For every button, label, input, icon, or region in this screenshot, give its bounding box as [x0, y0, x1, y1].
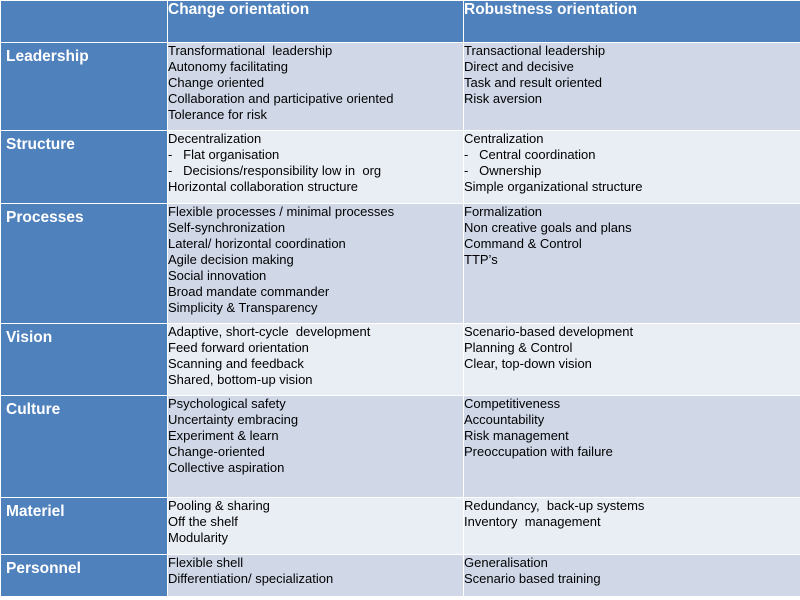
cell-line: Flexible shell [168, 555, 244, 570]
cell-line: Non creative goals and plans [464, 220, 632, 235]
cell-line: Transformational leadership [168, 43, 333, 58]
cell-line: Clear, top-down vision [464, 356, 592, 371]
cell-line: Broad mandate commander [168, 284, 330, 299]
cell-line: Change oriented [168, 75, 265, 90]
table-row-culture [1, 396, 800, 498]
robustness-cell [464, 498, 800, 555]
cell-line: Social innovation [168, 268, 267, 283]
row-category: Leadership [1, 43, 168, 131]
cell-line: Risk aversion [464, 91, 543, 106]
cell-line: Horizontal collaboration structure [168, 179, 359, 194]
cell-line: Task and result oriented [464, 75, 603, 90]
row-category: Materiel [1, 498, 168, 555]
table-row-materiel [1, 498, 800, 555]
change-cell [168, 324, 464, 396]
table-row-vision [1, 324, 800, 396]
row-category: Personnel [1, 555, 168, 597]
cell-line: Redundancy, back-up systems [464, 498, 645, 513]
cell-line: Tolerance for risk [168, 107, 267, 122]
header-row [1, 1, 800, 43]
header-corner [1, 1, 168, 43]
cell-line: Decentralization [168, 131, 262, 146]
robustness-cell [464, 131, 800, 204]
cell-line: Uncertainty embracing [168, 412, 299, 427]
cell-line: - Flat organisation [168, 147, 280, 162]
robustness-cell [464, 43, 800, 131]
robustness-cell [464, 555, 800, 597]
cell-line: Off the shelf [168, 514, 238, 529]
cell-line: Adaptive, short-cycle development [168, 324, 371, 339]
cell-line: Simple organizational structure [464, 179, 643, 194]
change-cell [168, 498, 464, 555]
robustness-cell [464, 324, 800, 396]
cell-line: - Decisions/responsibility low in org [168, 163, 382, 178]
cell-line: Scanning and feedback [168, 356, 304, 371]
row-category: Vision [1, 324, 168, 396]
table-row-structure [1, 131, 800, 204]
cell-line: Simplicity & Transparency [168, 300, 318, 315]
cell-line: - Ownership [464, 163, 542, 178]
cell-line: Scenario based training [464, 571, 601, 586]
cell-line: Shared, bottom-up vision [168, 372, 313, 387]
header-robustness-orientation: Robustness orientation [464, 1, 800, 43]
row-category: Structure [1, 131, 168, 204]
cell-line: Agile decision making [168, 252, 294, 267]
table-row-personnel [1, 555, 800, 597]
table-row-processes [1, 204, 800, 324]
cell-line: Command & Control [464, 236, 582, 251]
cell-line: Formalization [464, 204, 543, 219]
cell-line: Differentiation/ specialization [168, 571, 334, 586]
robustness-cell [464, 204, 800, 324]
cell-line: Risk management [464, 428, 569, 443]
change-cell [168, 43, 464, 131]
cell-line: Centralization [464, 131, 544, 146]
row-category: Processes [1, 204, 168, 324]
cell-line: Direct and decisive [464, 59, 574, 74]
cell-line: Autonomy facilitating [168, 59, 288, 74]
cell-line: Inventory management [464, 514, 601, 529]
cell-line: Modularity [168, 530, 228, 545]
cell-line: Change-oriented [168, 444, 265, 459]
change-cell [168, 131, 464, 204]
cell-line: Competitiveness [464, 396, 561, 411]
cell-line: - Central coordination [464, 147, 596, 162]
change-cell [168, 396, 464, 498]
robustness-cell [464, 396, 800, 498]
cell-line: Pooling & sharing [168, 498, 270, 513]
cell-line: Lateral/ horizontal coordination [168, 236, 346, 251]
cell-line: Experiment & learn [168, 428, 279, 443]
cell-line: Planning & Control [464, 340, 573, 355]
table-row-leadership [1, 43, 800, 131]
cell-line: Generalisation [464, 555, 548, 570]
cell-line: Accountability [464, 412, 545, 427]
cell-line: Collective aspiration [168, 460, 285, 475]
cell-line: Self-synchronization [168, 220, 286, 235]
cell-line: Feed forward orientation [168, 340, 309, 355]
cell-line: Collaboration and participative oriented [168, 91, 394, 106]
cell-line: Flexible processes / minimal processes [168, 204, 395, 219]
change-cell [168, 555, 464, 597]
row-category: Culture [1, 396, 168, 498]
cell-line: Scenario-based development [464, 324, 634, 339]
cell-line: TTP’s [464, 252, 498, 267]
cell-line: Psychological safety [168, 396, 286, 411]
table-body [1, 43, 800, 597]
header-change-orientation: Change orientation [168, 1, 464, 43]
cell-line: Preoccupation with failure [464, 444, 613, 459]
change-cell [168, 204, 464, 324]
cell-line: Transactional leadership [464, 43, 606, 58]
